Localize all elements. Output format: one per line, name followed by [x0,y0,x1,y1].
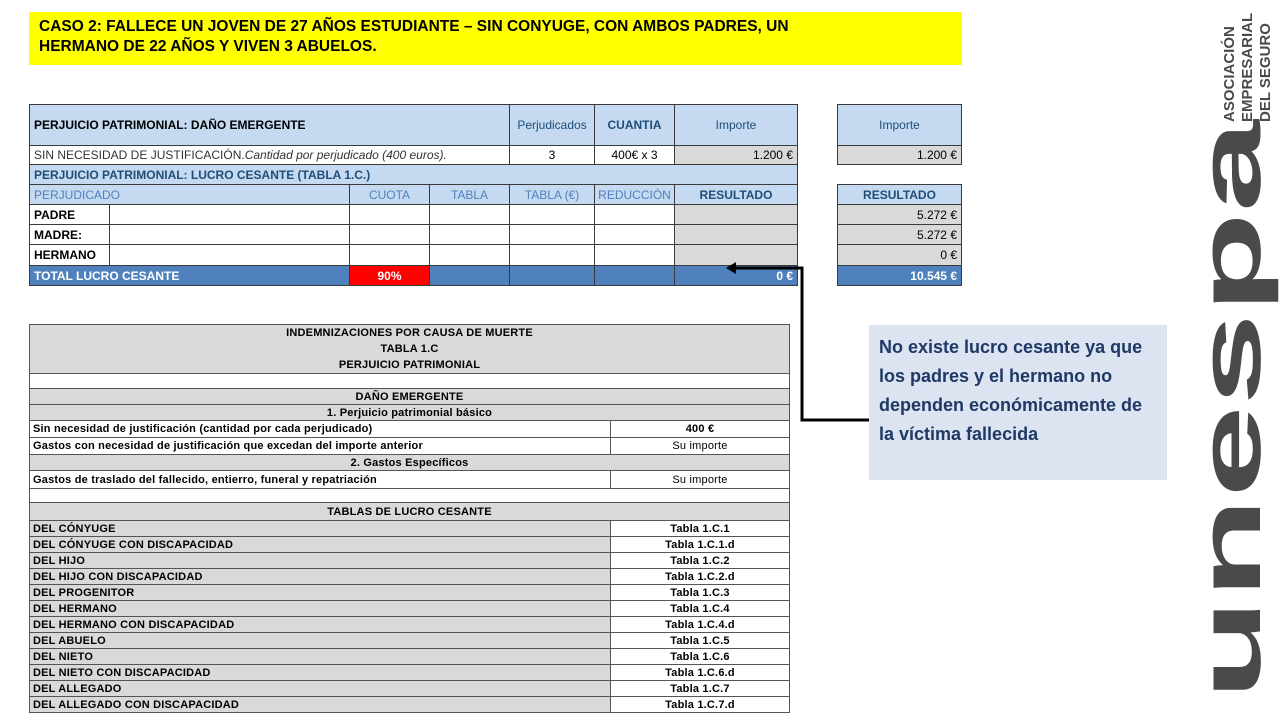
sin-necesidad-value: 400 € [610,420,790,438]
reduccion-header: REDUCCIÓN [594,184,675,205]
row-madre-blank [109,224,350,245]
tabla-eur-header: TABLA (€) [509,184,595,205]
traslado-value: Su importe [610,470,790,489]
lucro-row-label: DEL HIJO [29,552,611,569]
total-reduccion [594,265,675,286]
logo-wordmark: unespa [1180,391,1279,700]
row-padre-blank [109,204,350,225]
resultado-right-header: RESULTADO [837,184,962,205]
row-padre-tabla-eur [509,204,595,225]
lucro-row-label: DEL HIJO CON DISCAPACIDAD [29,568,611,585]
lucro-row-value: Tabla 1.C.4.d [610,616,790,633]
lucro-row-value: Tabla 1.C.3 [610,584,790,601]
total-tabla-eur [509,265,595,286]
row-madre-label: MADRE: [29,224,110,245]
row-hermano-resultado [674,244,798,266]
row-hermano-cuota [349,244,430,266]
row-hermano-blank [109,244,350,266]
resultado-header: RESULTADO [674,184,798,205]
sin-necesidad-plain: SIN NECESIDAD DE JUSTIFICACIÓN. [34,148,245,162]
logo-line2: EMPRESARIAL [1239,12,1256,122]
total-resultado-right: 10.545 € [837,265,962,286]
traslado-label: Gastos de traslado del fallecido, entierro, funeral y repatriación [29,470,611,489]
row-madre-resultado-right: 5.272 € [837,224,962,245]
lucro-row-label: DEL ALLEGADO CON DISCAPACIDAD [29,696,611,713]
perjudicado-header: PERJUDICADO [29,184,350,205]
perjudicados-value: 3 [509,145,595,165]
lucro-row-value: Tabla 1.C.1.d [610,536,790,553]
row-padre-reduccion [594,204,675,225]
lucro-row-value: Tabla 1.C.2 [610,552,790,569]
row-padre-resultado [674,204,798,225]
tablas-lucro-title: TABLAS DE LUCRO CESANTE [29,502,790,521]
lucro-row-value: Tabla 1.C.2.d [610,568,790,585]
row-hermano-tabla-eur [509,244,595,266]
logo-line1: ASOCIACIÓN [1221,26,1238,122]
dano-emergente-title: DAÑO EMERGENTE [29,388,790,405]
cuota-header: CUOTA [349,184,430,205]
lucro-row-value: Tabla 1.C.7 [610,680,790,697]
row-hermano-tabla [429,244,510,266]
case-title-line1: CASO 2: FALLECE UN JOVEN DE 27 AÑOS ESTUDIANTE – SIN CONYUGE, CON AMBOS PADRES, UN [39,18,789,35]
tabla-1c-head1: INDEMNIZACIONES POR CAUSA DE MUERTE [286,327,533,339]
importe-right-header: Importe [837,104,962,146]
case-title [29,12,962,65]
tabla-1c-header [29,324,790,374]
lucro-row-label: DEL ABUELO [29,632,611,649]
row-madre-reduccion [594,224,675,245]
case-title-line2: HERMANO DE 22 AÑOS Y VIVEN 3 ABUELOS. [39,38,377,55]
lucro-row-value: Tabla 1.C.1 [610,520,790,537]
lucro-row-value: Tabla 1.C.6.d [610,664,790,681]
perjudicados-header: Perjudicados [509,104,595,146]
unespa-logo [1180,10,1280,710]
gastos-necesidad-value: Su importe [610,437,790,455]
importe-header: Importe [674,104,798,146]
perjuicio-basico-title: 1. Perjuicio patrimonial básico [29,404,790,421]
lucro-row-value: Tabla 1.C.5 [610,632,790,649]
tabla-header: TABLA [429,184,510,205]
tabla-1c-head2: TABLA 1.C [380,343,439,355]
row-padre-cuota [349,204,430,225]
row-madre-cuota [349,224,430,245]
lucro-row-label: DEL NIETO CON DISCAPACIDAD [29,664,611,681]
cuantia-value: 400€ x 3 [594,145,675,165]
sin-necesidad-row-label [29,145,510,165]
total-tabla [429,265,510,286]
lucro-row-value: Tabla 1.C.6 [610,648,790,665]
row-madre-resultado [674,224,798,245]
total-resultado: 0 € [674,265,798,286]
row-hermano-resultado-right: 0 € [837,244,962,266]
tabla-1c-spacer-2 [29,488,790,503]
cuantia-header: CUANTIA [594,104,675,146]
lucro-row-label: DEL ALLEGADO [29,680,611,697]
row-madre-tabla [429,224,510,245]
lucro-cesante-title: PERJUICIO PATRIMONIAL: LUCRO CESANTE (TABLA 1.C.) [29,164,798,185]
lucro-row-value: Tabla 1.C.4 [610,600,790,617]
sin-necesidad-italic: Cantidad por perjudicado (400 euros). [244,148,447,162]
row-padre-tabla [429,204,510,225]
callout-note: No existe lucro cesante ya que los padres y el hermano no dependen económicamente de la víctima fallecida [869,325,1167,480]
logo-line3: DEL SEGURO [1257,23,1274,122]
tabla-1c-spacer-1 [29,373,790,389]
lucro-row-label: DEL CÓNYUGE CON DISCAPACIDAD [29,536,611,553]
lucro-row-label: DEL CÓNYUGE [29,520,611,537]
gastos-necesidad-label: Gastos con necesidad de justificación que excedan del importe anterior [29,437,611,455]
row-madre-tabla-eur [509,224,595,245]
sin-necesidad-label: Sin necesidad de justificación (cantidad por cada perjudicado) [29,420,611,438]
dano-emergente-header: PERJUICIO PATRIMONIAL: DAÑO EMERGENTE [29,104,510,146]
row-padre-label: PADRE [29,204,110,225]
importe-right-value: 1.200 € [837,145,962,165]
lucro-row-label: DEL HERMANO [29,600,611,617]
lucro-row-label: DEL NIETO [29,648,611,665]
lucro-row-label: DEL PROGENITOR [29,584,611,601]
total-lucro-label: TOTAL LUCRO CESANTE [29,265,350,286]
total-cuota: 90% [349,265,430,286]
importe-value: 1.200 € [674,145,798,165]
gastos-especificos-title: 2. Gastos Específicos [29,454,790,471]
tabla-1c-head3: PERJUICIO PATRIMONIAL [338,359,481,371]
row-hermano-reduccion [594,244,675,266]
lucro-row-label: DEL HERMANO CON DISCAPACIDAD [29,616,611,633]
lucro-row-value: Tabla 1.C.7.d [610,696,790,713]
row-padre-resultado-right: 5.272 € [837,204,962,225]
row-hermano-label: HERMANO [29,244,110,266]
